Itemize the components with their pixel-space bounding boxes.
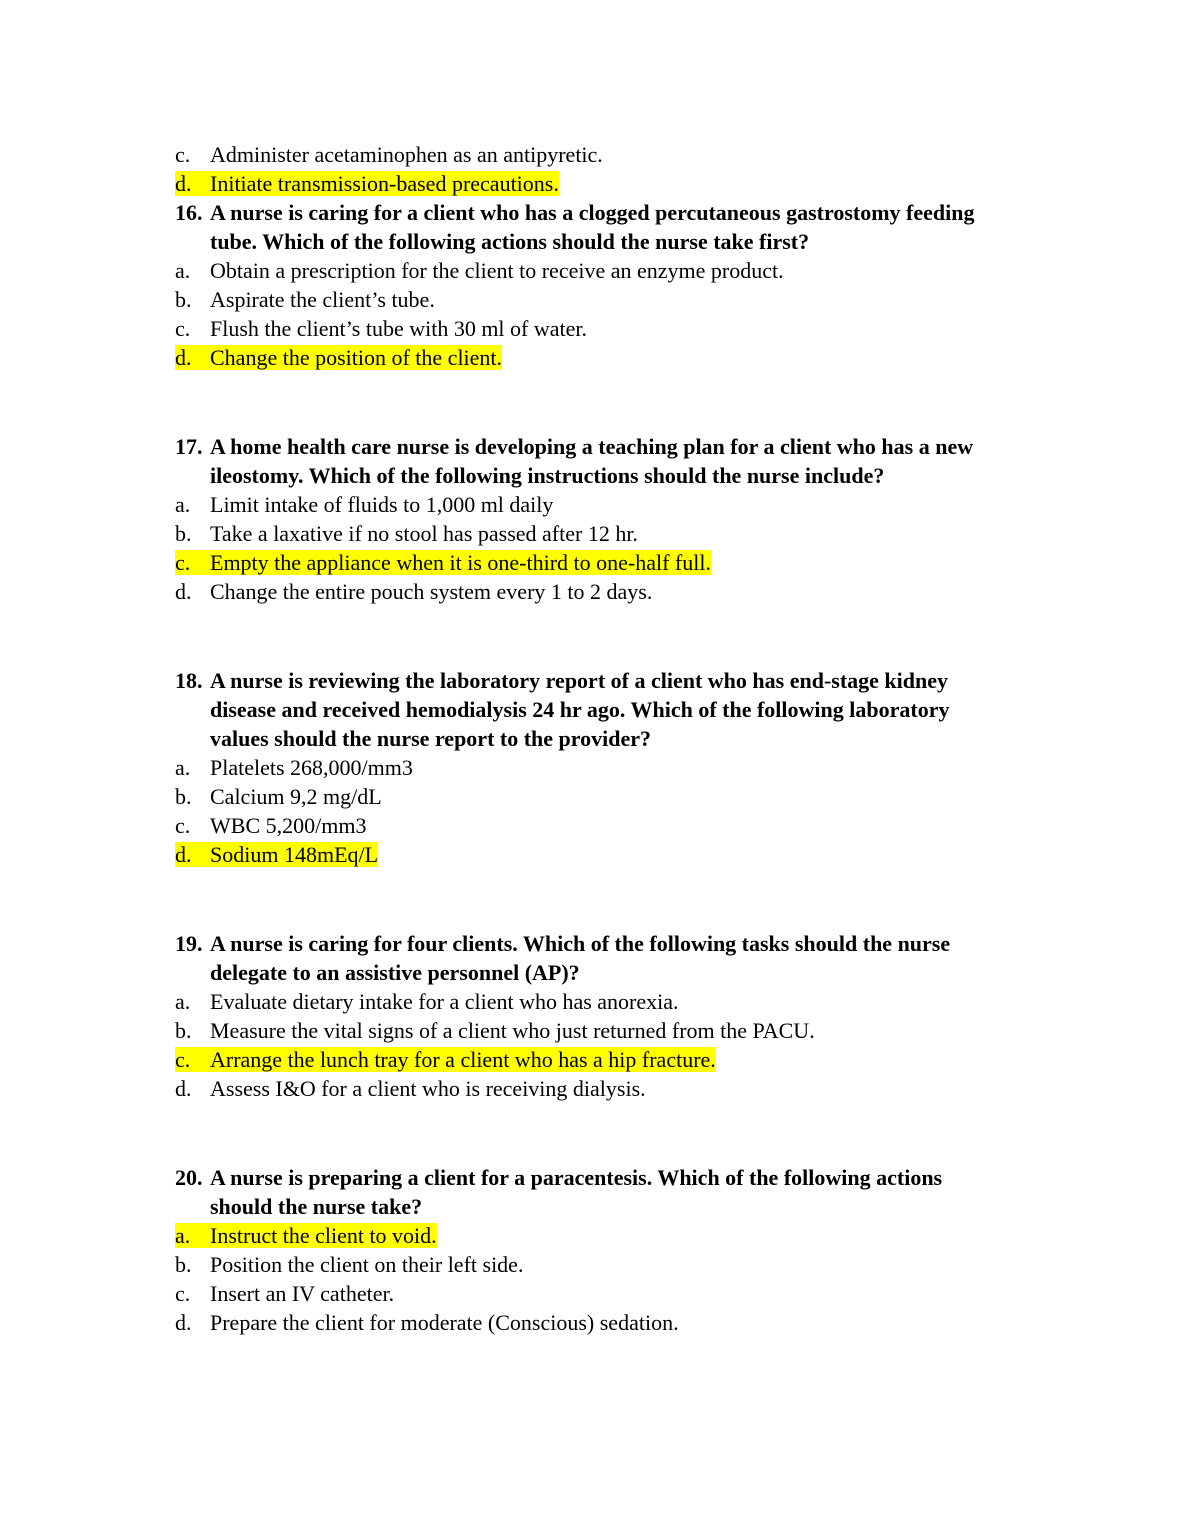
answer-highlight	[175, 1047, 716, 1072]
answer-highlight	[175, 345, 502, 370]
option-text: Take a laxative if no stool has passed after 12 hr.	[210, 521, 638, 546]
option-label: d.	[175, 1076, 192, 1101]
option-text: Obtain a prescription for the client to receive an enzyme product.	[210, 258, 784, 283]
option-label: a.	[175, 989, 191, 1014]
option-16-d-correct	[175, 343, 502, 372]
option-text: Administer acetaminophen as an antipyretic.	[210, 142, 603, 167]
option-19-b	[175, 1016, 815, 1045]
question-number: 19.	[175, 931, 203, 956]
option-text: Initiate transmission-based precautions.	[210, 171, 559, 196]
option-text: Measure the vital signs of a client who just returned from the PACU.	[210, 1018, 815, 1043]
option-label: a.	[175, 258, 191, 283]
option-20-b	[175, 1250, 523, 1279]
option-label: c.	[175, 550, 191, 575]
option-19-c-correct	[175, 1045, 716, 1074]
option-16-b	[175, 285, 435, 314]
question-20	[175, 1163, 942, 1192]
option-prev-c	[175, 140, 603, 169]
option-prev-d-correct	[175, 169, 559, 198]
option-19-d	[175, 1074, 646, 1103]
option-20-a-correct	[175, 1221, 437, 1250]
option-label: d.	[175, 1310, 192, 1335]
option-18-b	[175, 782, 382, 811]
option-16-c	[175, 314, 587, 343]
option-text: Platelets 268,000/mm3	[210, 755, 413, 780]
option-19-a	[175, 987, 679, 1016]
option-label: c.	[175, 316, 191, 341]
question-text: A nurse is caring for a client who has a clogged percutaneous gastrostomy feeding	[210, 200, 975, 225]
option-text: Change the entire pouch system every 1 to 2 days.	[210, 579, 653, 604]
option-label: c.	[175, 142, 191, 167]
option-17-b	[175, 519, 638, 548]
option-label: d.	[175, 345, 192, 370]
option-text: Flush the client’s tube with 30 ml of water.	[210, 316, 588, 341]
option-text: Calcium 9,2 mg/dL	[210, 784, 382, 809]
option-label: c.	[175, 1281, 191, 1306]
option-label: c.	[175, 813, 191, 838]
option-label: b.	[175, 1252, 192, 1277]
option-label: b.	[175, 1018, 192, 1043]
option-label: a.	[175, 1223, 191, 1248]
question-number: 20.	[175, 1165, 203, 1190]
option-text: Prepare the client for moderate (Conscious) sedation.	[210, 1310, 679, 1335]
question-number: 16.	[175, 200, 203, 225]
question-17-line-2: ileostomy. Which of the following instructions should the nurse include?	[210, 463, 885, 488]
option-18-c	[175, 811, 366, 840]
option-16-a	[175, 256, 784, 285]
option-17-d	[175, 577, 652, 606]
question-16-line-2: tube. Which of the following actions should the nurse take first?	[210, 229, 810, 254]
option-17-c-correct	[175, 548, 711, 577]
question-text: A home health care nurse is developing a teaching plan for a client who has a new	[210, 434, 974, 459]
option-17-a	[175, 490, 553, 519]
answer-highlight	[175, 550, 711, 575]
option-label: c.	[175, 1047, 191, 1072]
option-18-d-correct	[175, 840, 378, 869]
option-text: Arrange the lunch tray for a client who has a hip fracture.	[210, 1047, 716, 1072]
question-text: A nurse is caring for four clients. Which of the following tasks should the nurse	[210, 931, 951, 956]
option-label: a.	[175, 492, 191, 517]
answer-highlight	[175, 171, 559, 196]
answer-highlight	[175, 842, 378, 867]
option-label: b.	[175, 287, 192, 312]
question-18	[175, 666, 948, 695]
option-label: b.	[175, 784, 192, 809]
question-17	[175, 432, 973, 461]
option-text: Instruct the client to void.	[210, 1223, 437, 1248]
option-text: Sodium 148mEq/L	[210, 842, 379, 867]
option-text: Assess I&O for a client who is receiving dialysis.	[210, 1076, 646, 1101]
option-20-d	[175, 1308, 679, 1337]
question-number: 18.	[175, 668, 203, 693]
question-number: 17.	[175, 434, 203, 459]
option-text: Empty the appliance when it is one-third to one-half full.	[210, 550, 711, 575]
option-text: Limit intake of fluids to 1,000 ml daily	[210, 492, 554, 517]
question-20-line-2: should the nurse take?	[210, 1194, 423, 1219]
question-18-line-2: disease and received hemodialysis 24 hr ago. Which of the following laboratory	[210, 697, 950, 722]
answer-highlight	[175, 1223, 437, 1248]
question-text: A nurse is preparing a client for a paracentesis. Which of the following actions	[210, 1165, 943, 1190]
question-text: A nurse is reviewing the laboratory report of a client who has end-stage kidney	[210, 668, 948, 693]
question-19-line-2: delegate to an assistive personnel (AP)?	[210, 960, 580, 985]
option-label: d.	[175, 579, 192, 604]
question-19	[175, 929, 950, 958]
question-16	[175, 198, 975, 227]
option-18-a	[175, 753, 413, 782]
option-text: Position the client on their left side.	[210, 1252, 524, 1277]
option-label: d.	[175, 171, 192, 196]
option-text: Insert an IV catheter.	[210, 1281, 395, 1306]
option-text: WBC 5,200/mm3	[210, 813, 367, 838]
option-20-c	[175, 1279, 394, 1308]
option-label: b.	[175, 521, 192, 546]
option-text: Change the position of the client.	[210, 345, 503, 370]
option-text: Aspirate the client’s tube.	[210, 287, 435, 312]
option-text: Evaluate dietary intake for a client who has anorexia.	[210, 989, 679, 1014]
option-label: a.	[175, 755, 191, 780]
question-18-line-3: values should the nurse report to the provider?	[210, 726, 652, 751]
option-label: d.	[175, 842, 192, 867]
